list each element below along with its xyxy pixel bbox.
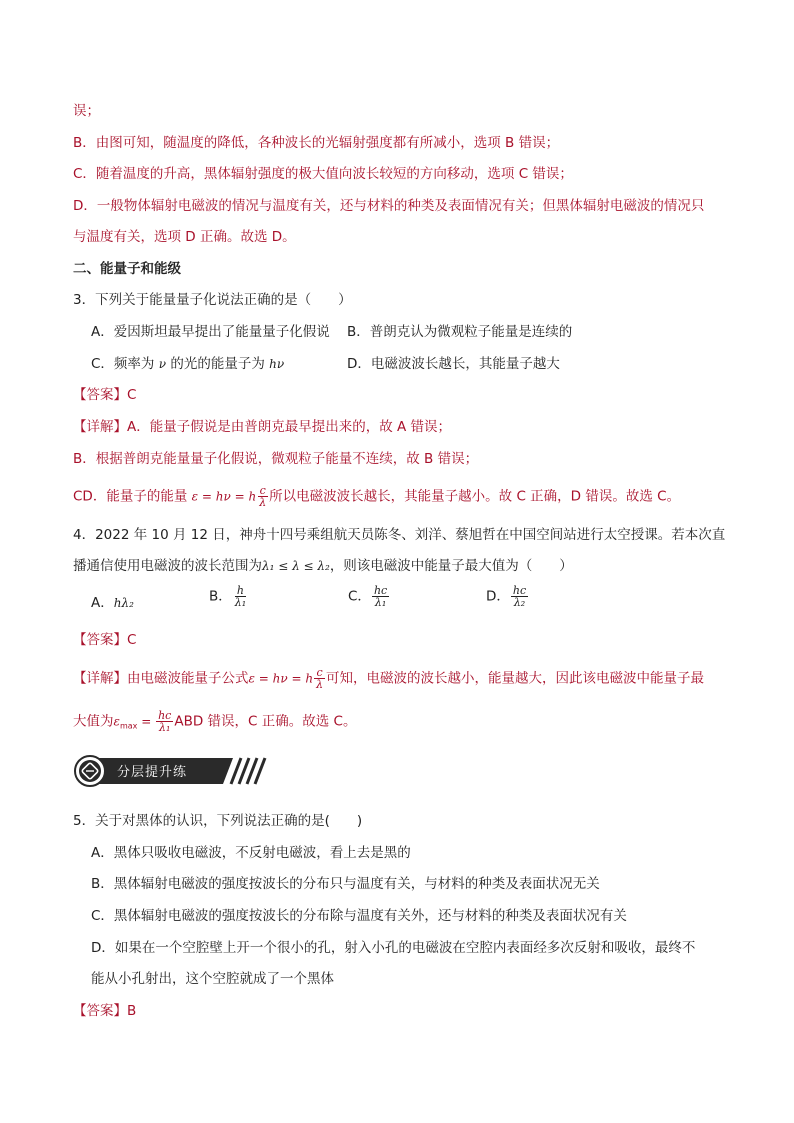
- question-5-stem: 5．关于对黑体的认识，下列说法正确的是( ): [73, 813, 363, 829]
- answer-tag: 【答案】: [73, 632, 127, 648]
- question-3-stem: 3．下列关于能量量子化说法正确的是（ ）: [73, 292, 352, 308]
- text-line: D．一般物体辐射电磁波的情况与温度有关，还与材料的种类及表面情况有关；但黑体辐射电磁波的情况只: [73, 198, 705, 214]
- math-nu: ν: [158, 357, 167, 371]
- formula-subscript: max: [119, 721, 138, 731]
- formula: ε = hν = h: [191, 489, 257, 504]
- formula: ε: [113, 714, 120, 729]
- option-d: D．如果在一个空腔壁上开一个很小的孔，射入小孔的电磁波在空腔内表面经多次反射和吸收，最终不: [91, 940, 696, 956]
- option-a: A．爱因斯坦最早提出了能量量子化假说: [91, 324, 330, 340]
- fraction-numerator: hc: [158, 709, 172, 722]
- text-line: C．随着温度的升高，黑体辐射强度的极大值向波长较短的方向移动，选项 C 错误；: [73, 166, 573, 182]
- fraction: [511, 585, 528, 608]
- detail-text: 由电磁波能量子公式: [127, 670, 249, 687]
- fraction-numerator: hc: [373, 584, 388, 597]
- option-d: [486, 585, 529, 608]
- option-b: B．普朗克认为微观粒子能量是连续的: [347, 324, 573, 340]
- math-hnu: hν: [269, 357, 285, 371]
- answer-tag: 【答案】: [73, 387, 127, 403]
- option-b: B．黑体辐射电磁波的强度按波长的分布只与温度有关，与材料的种类及表面状况无关: [91, 876, 600, 892]
- question-4-stem-1: 4．2022 年 10 月 12 日，神舟十四号乘组航天员陈冬、刘洋、蔡旭哲在中国空间站进行太空授课。若本次直: [73, 527, 726, 543]
- banner-label: 分层提升练: [117, 765, 188, 780]
- fraction-denominator: λ: [259, 496, 267, 509]
- option-label: B．: [209, 588, 232, 605]
- option-label: A．: [91, 595, 114, 611]
- option-c: C．黑体辐射电磁波的强度按波长的分布除与温度有关外，还与材料的种类及表面状况有关: [91, 908, 627, 924]
- fraction: [156, 710, 173, 733]
- option-b: [209, 585, 249, 608]
- question-3-answer: [73, 385, 726, 405]
- option-label: D．: [486, 588, 510, 605]
- option-label: C．: [348, 588, 371, 605]
- formula: =: [137, 714, 156, 729]
- option-a: A．黑体只吸收电磁波，不反射电磁波，看上去是黑的: [91, 845, 411, 861]
- section-banner: [73, 754, 273, 788]
- detail-tag: 【详解】: [73, 419, 127, 435]
- fraction-denominator: λ₁: [159, 721, 171, 734]
- answer-value: B: [127, 1003, 137, 1019]
- fraction-numerator: h: [236, 584, 244, 597]
- fraction-numerator: hc: [512, 584, 527, 597]
- option-c: [348, 585, 390, 608]
- detail-tag: 【详解】: [73, 670, 127, 687]
- option-d: D．电磁波波长越长，其能量子越大: [347, 356, 560, 372]
- formula: ε = hν = h: [248, 671, 314, 686]
- question-4-stem-2: [73, 556, 726, 576]
- question-3-detail-1: [73, 417, 726, 437]
- detail-text: A．能量子假说是由普朗克最早提出来的，故 A 错误；: [127, 419, 452, 435]
- option-c-text: 的光的能量子为: [170, 356, 265, 372]
- banner-graphic: [73, 754, 273, 788]
- question-3-detail-2: B．根据普朗克能量量子化假说，微观粒子能量不连续，故 B 错误；: [73, 451, 479, 467]
- fraction-denominator: λ: [316, 678, 324, 691]
- answer-value: C: [127, 632, 137, 648]
- detail-text: 可知，电磁波的波长越小，能量越大，因此该电磁波中能量子最: [326, 670, 705, 687]
- option-d-continued: 能从小孔射出，这个空腔就成了一个黑体: [91, 971, 334, 987]
- option-c-text: C．频率为: [91, 356, 155, 372]
- answer-value: C: [127, 387, 137, 403]
- fraction-numerator: c: [259, 484, 266, 497]
- stem-text: 播通信使用电磁波的波长范围为: [73, 558, 262, 574]
- detail-text: 大值为: [73, 713, 114, 730]
- fraction: [257, 485, 268, 508]
- question-4-detail-1: [73, 667, 726, 690]
- detail-text: 所以电磁波波长越长，其能量子越小。故 C 正确，D 错误。故选 C。: [269, 488, 681, 505]
- detail-text: CD．能量子的能量: [73, 488, 188, 505]
- section-heading: 二、能量子和能级: [73, 261, 181, 277]
- text-line: B．由图可知，随温度的降低，各种波长的光辐射强度都有所减小，选项 B 错误；: [73, 135, 560, 151]
- fraction: [314, 667, 325, 690]
- stem-text: ，则该电磁波中能量子最大值为（ ）: [329, 558, 573, 574]
- question-5-answer: [73, 1001, 726, 1021]
- detail-text: ABD 错误，C 正确。故选 C。: [174, 713, 357, 730]
- answer-tag: 【答案】: [73, 1003, 127, 1019]
- math-range: λ₁ ≤ λ ≤ λ₂: [262, 559, 330, 573]
- option-c: [91, 354, 284, 374]
- fraction-numerator: c: [316, 666, 323, 679]
- fraction-denominator: λ₂: [513, 596, 526, 609]
- fraction: [372, 585, 389, 608]
- fraction: [233, 585, 248, 608]
- option-math: hλ₂: [113, 596, 134, 610]
- question-3-detail-3: [73, 485, 726, 508]
- text-line: 误；: [73, 103, 100, 119]
- option-a: [91, 593, 134, 613]
- fraction-denominator: λ₁: [234, 596, 247, 609]
- question-4-answer: [73, 630, 726, 650]
- fraction-denominator: λ₁: [374, 596, 387, 609]
- question-4-detail-2: [73, 710, 726, 737]
- text-line: 与温度有关，选项 D 正确。故选 D。: [73, 229, 296, 245]
